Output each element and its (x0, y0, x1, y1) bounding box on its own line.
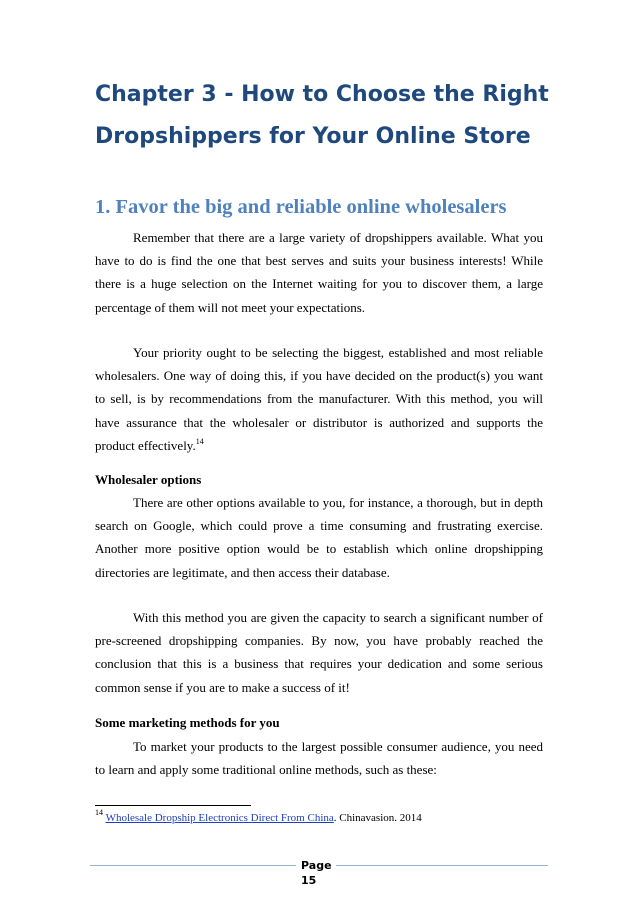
section-title: 1. Favor the big and reliable online wholesalers (95, 196, 507, 218)
footnote-number: 14 (95, 808, 103, 817)
footnote-link[interactable]: Wholesale Dropship Electronics Direct From China (105, 812, 334, 824)
chapter-title (95, 74, 565, 158)
page-word: Page (301, 859, 332, 872)
paragraph-marketing: To market your products to the largest possible consumer audience, you need to learn and apply some traditional online methods, such as these: (95, 739, 543, 778)
marketing-methods-heading: Some marketing methods for you (95, 715, 280, 730)
chapter-title-line-1: Chapter 3 - How to Choose the Right (95, 82, 549, 107)
chapter-title-line-2: Dropshippers for Your Online Store (95, 124, 531, 149)
footer-rule-left (90, 865, 296, 866)
wholesaler-options-heading: Wholesaler options (95, 472, 202, 487)
footnote-separator (95, 805, 251, 806)
footnote-source: . Chinavasion. 2014 (333, 812, 422, 824)
paragraph-google-search: There are other options available to you, for instance, a thorough, but in depth search on Google, which could prove a time consuming and frustrating exercise. Another more positive option would be to establish which online dropshipping directories are legitimate, and then access their database. (95, 495, 543, 580)
paragraph-prescreened: With this method you are given the capacity to search a significant number of pre-screened dropshipping companies. By now, you have probably reached the conclusion that this is a business that requires your dedication and some serious common sense if you are to make a success of it! (95, 610, 543, 695)
paragraph-variety: Remember that there are a large variety of dropshippers available. What you have to do is find the one that best serves and suits your business interests! While there is a huge selection on the Internet waiting for you to discover them, a large percentage of them will not meet your expectations. (95, 230, 543, 315)
page-number-label (301, 858, 341, 888)
footnote-reference[interactable]: 14 (195, 436, 204, 446)
footnote (95, 808, 422, 824)
paragraph-priority-text: Your priority ought to be selecting the biggest, established and most reliable wholesalers. One way of doing this, if you have decided on the product(s) you want to sell, is by recommendations from the manufacturer. With this method, you will have assurance that the wholesaler or distributor is authorized and supports the product effectively. (95, 345, 543, 453)
paragraph-priority (95, 341, 543, 457)
page-number: 15 (301, 874, 317, 887)
footer-rule-right (336, 865, 548, 866)
